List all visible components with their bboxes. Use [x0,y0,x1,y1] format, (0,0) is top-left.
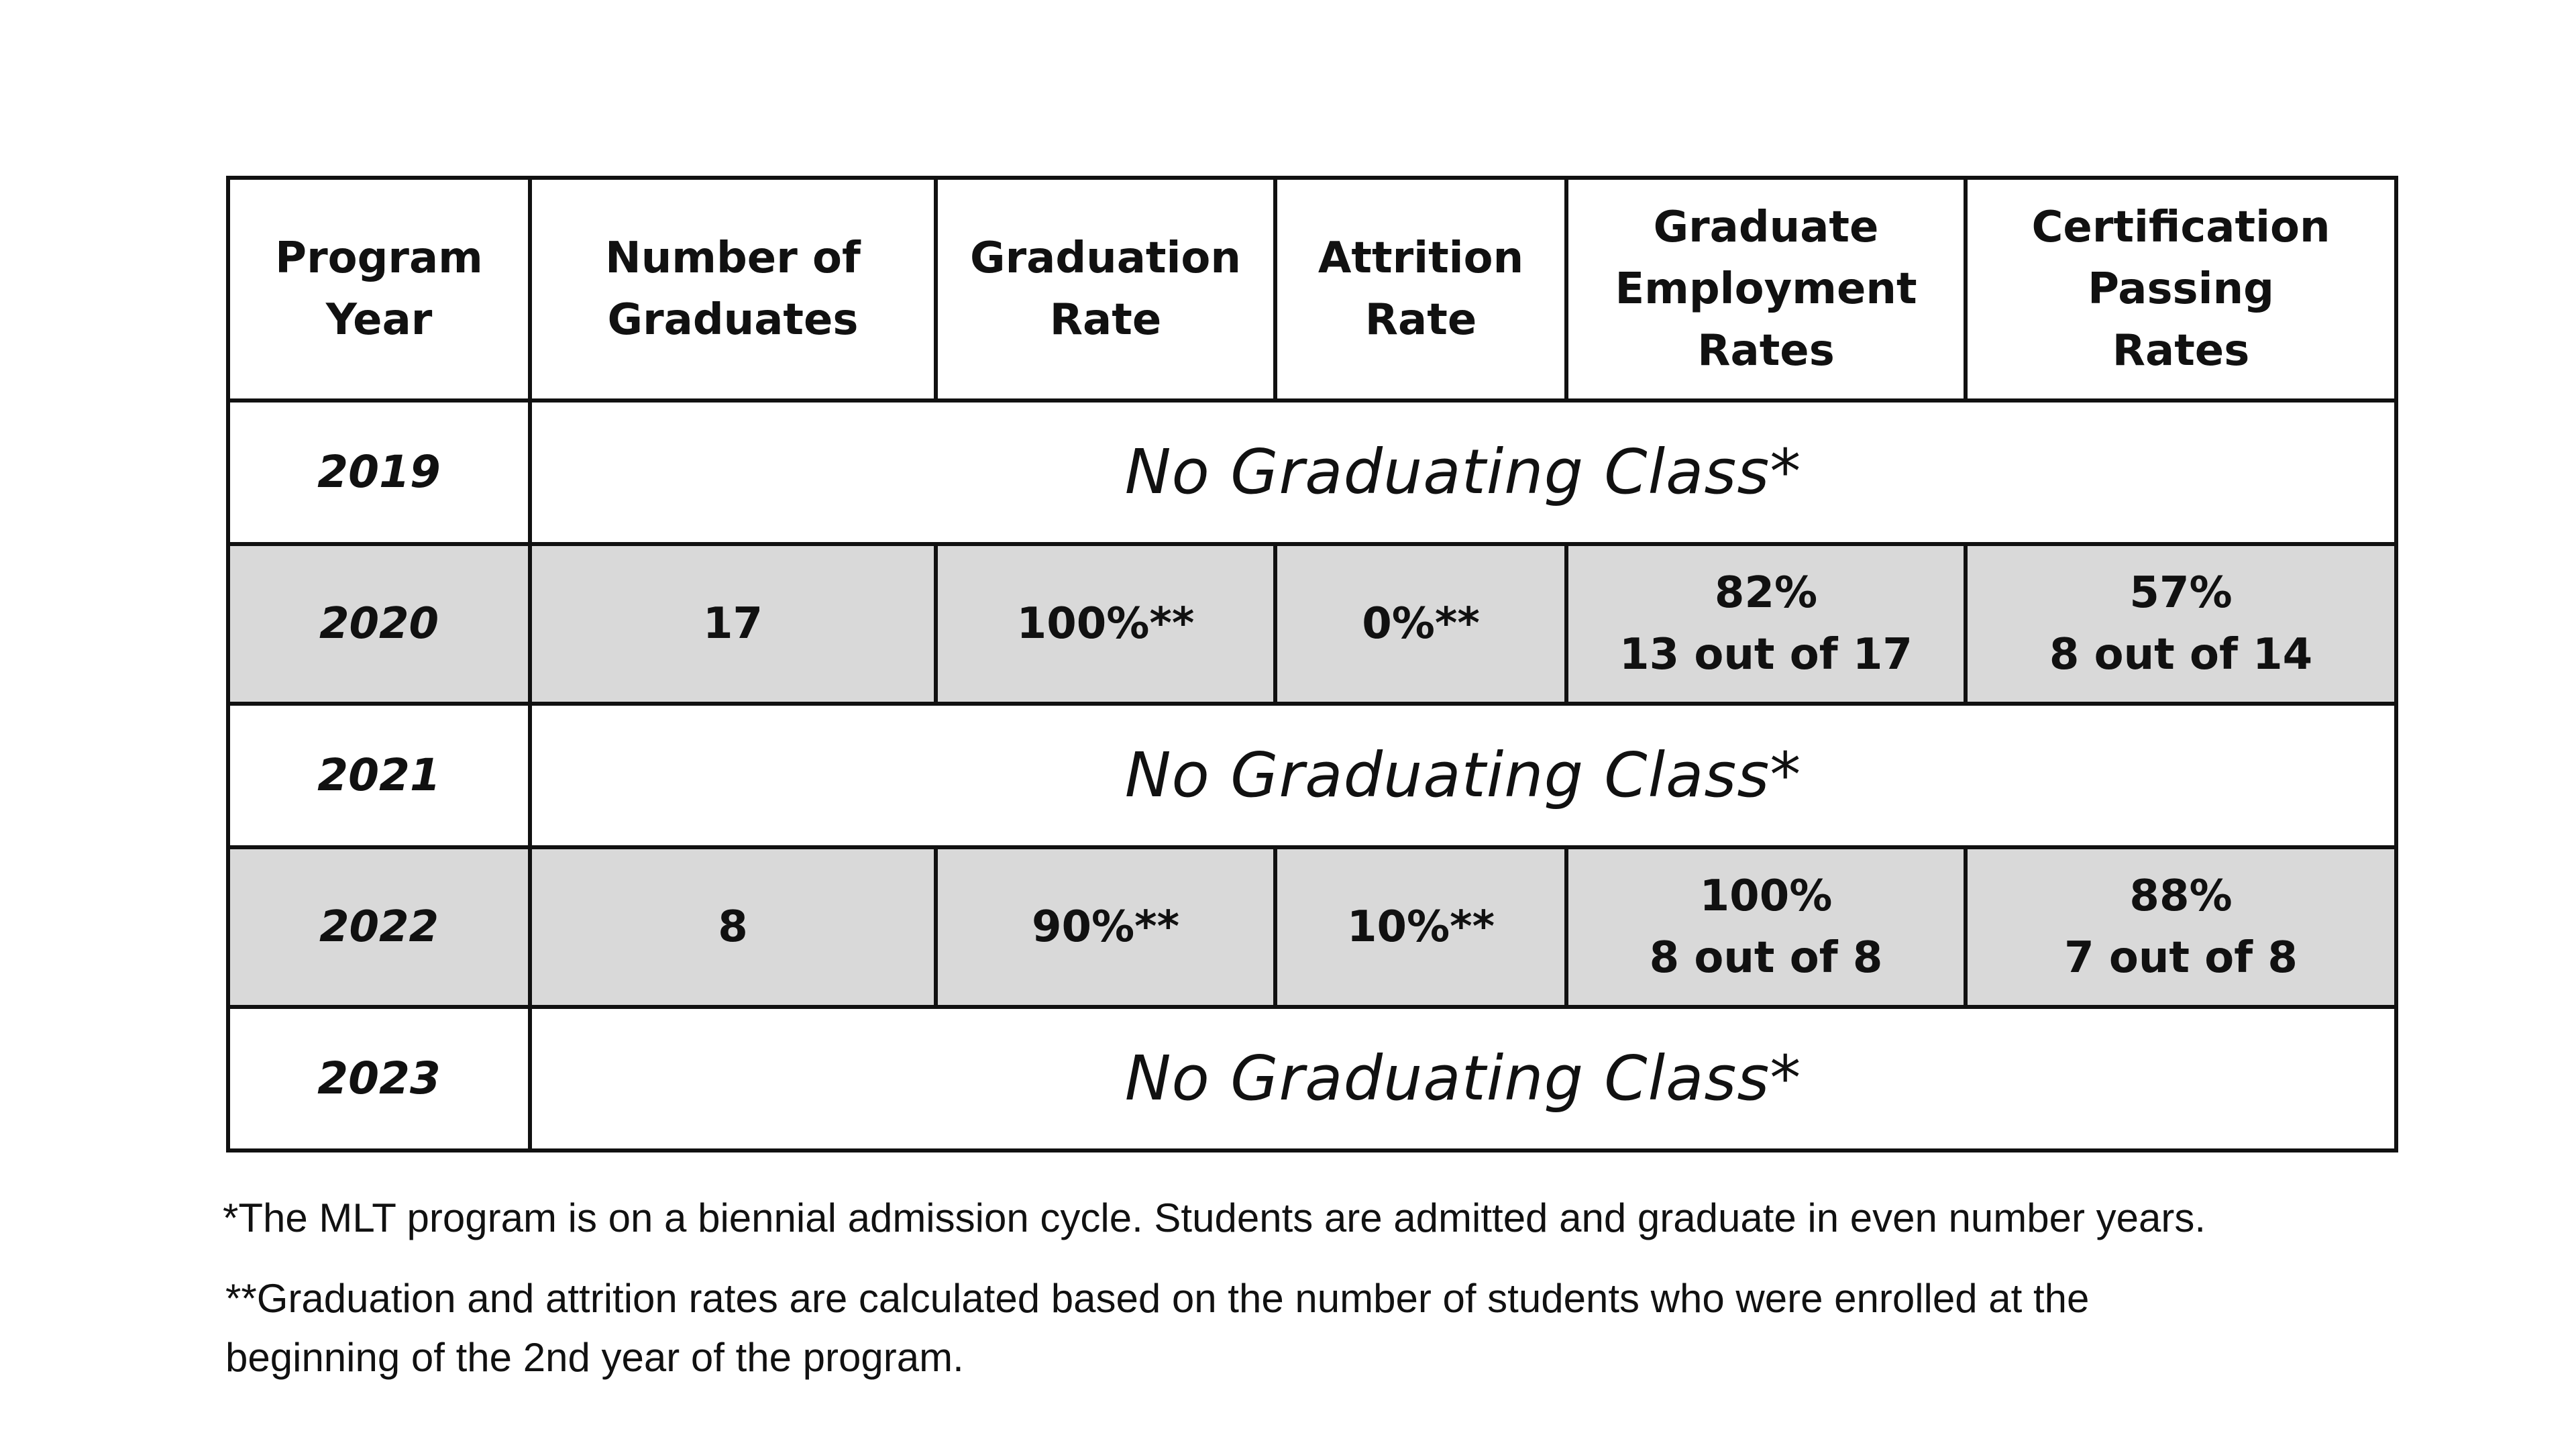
employment-rate-cell: 82% 13 out of 17 [1566,544,1966,704]
certification-rate-cell: 88% 7 out of 8 [1966,847,2396,1007]
table-row [228,847,2396,1007]
year-cell: 2019 [228,400,530,544]
year-cell: 2023 [228,1007,530,1150]
header-graduate-employment-rates: Graduate Employment Rates [1566,178,1966,400]
footnote-rate-calculation: **Graduation and attrition rates are calculated based on the number of students who were enrolled at the beginning of the 2nd year of the program. [225,1276,2090,1380]
table-row [228,1007,2396,1150]
graduates-cell: 17 [530,544,936,704]
header-certification-passing-rates: Certification Passing Rates [1966,178,2396,400]
employment-rate-cell: 100% 8 out of 8 [1566,847,1966,1007]
no-graduating-class-cell: No Graduating Class* [530,1007,2396,1150]
year-cell: 2020 [228,544,530,704]
graduation-rate-cell: 100%** [936,544,1275,704]
footnote-biennial-cycle: *The MLT program is on a biennial admission cycle. Students are admitted and graduate in even number years. [223,1195,2206,1240]
attrition-rate-cell: 0%** [1275,544,1566,704]
no-graduating-class-cell: No Graduating Class* [530,400,2396,544]
graduation-rate-cell: 90%** [936,847,1275,1007]
table-header-row [228,178,2396,400]
header-program-year: Program Year [228,178,530,400]
graduates-cell: 8 [530,847,936,1007]
program-outcomes-table [226,176,2398,1152]
year-cell: 2021 [228,704,530,847]
header-graduation-rate: Graduation Rate [936,178,1275,400]
table-row [228,704,2396,847]
year-cell: 2022 [228,847,530,1007]
table-row [228,400,2396,544]
header-attrition-rate: Attrition Rate [1275,178,1566,400]
certification-rate-cell: 57% 8 out of 14 [1966,544,2396,704]
header-number-of-graduates: Number of Graduates [530,178,936,400]
attrition-rate-cell: 10%** [1275,847,1566,1007]
no-graduating-class-cell: No Graduating Class* [530,704,2396,847]
table-row [228,544,2396,704]
